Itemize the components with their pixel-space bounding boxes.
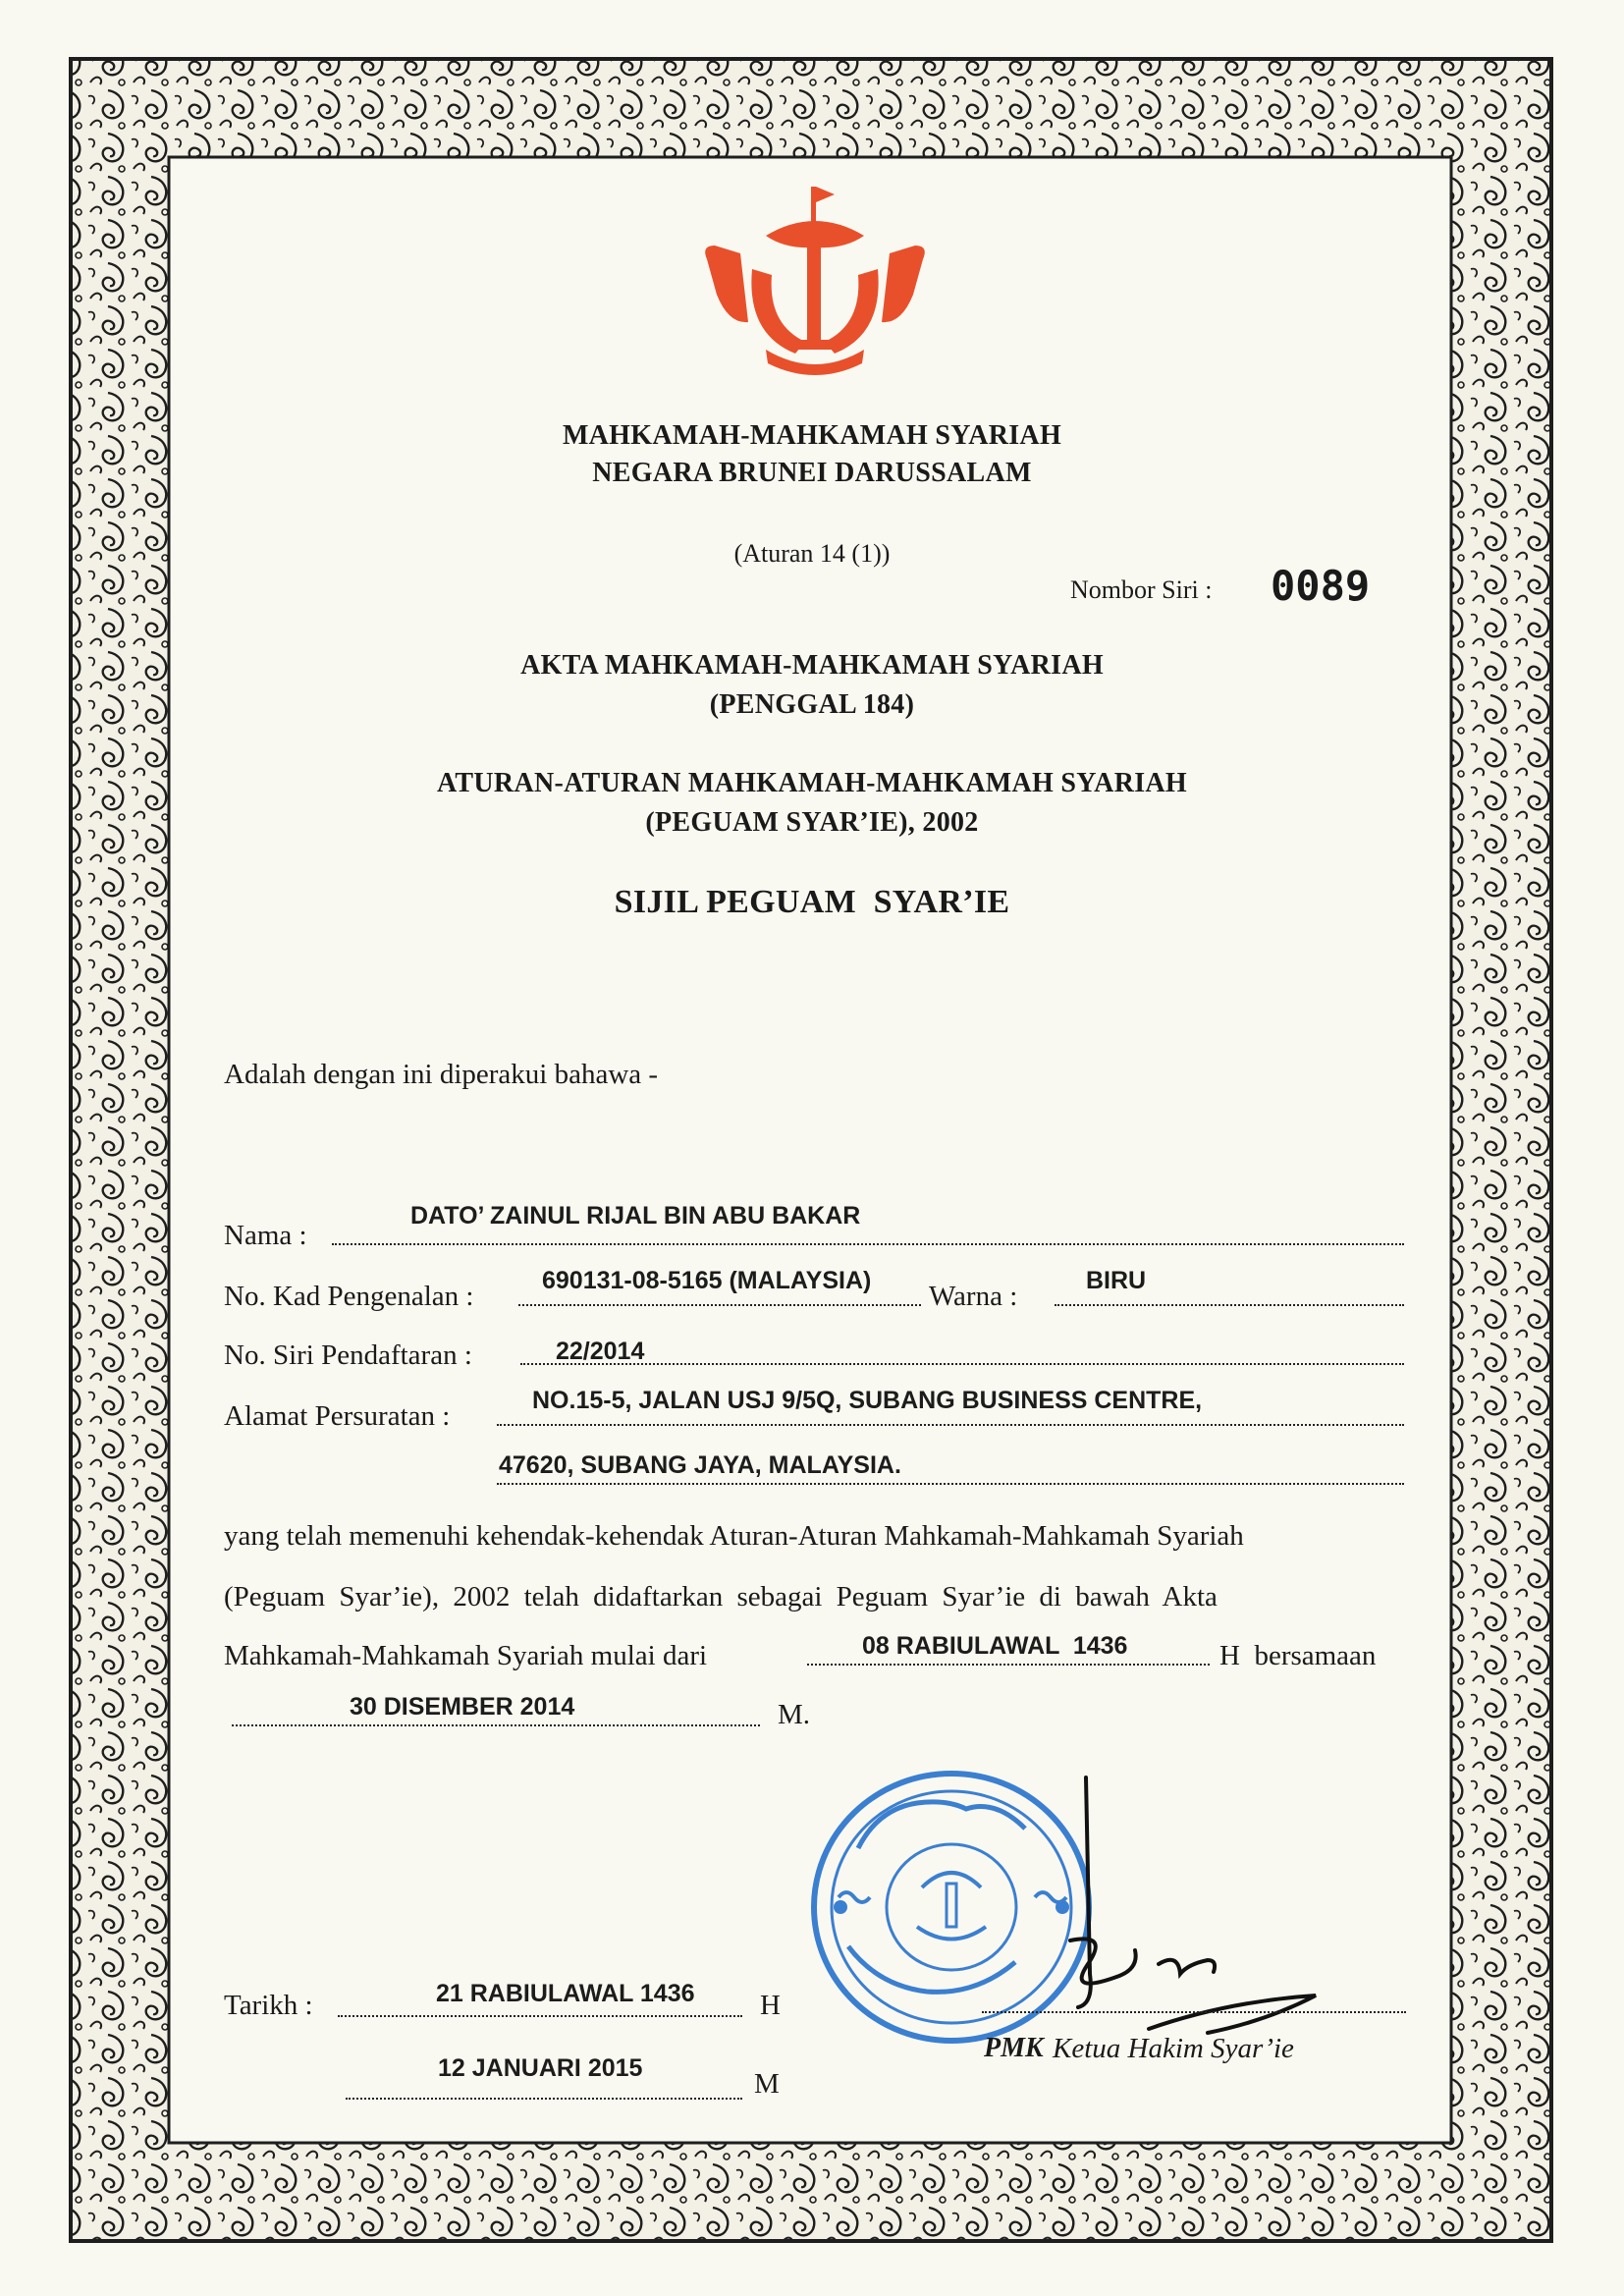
registration-dotted-line — [520, 1363, 1404, 1365]
date-hijri: 21 RABIULAWAL 1436 — [436, 1980, 695, 2007]
intro-text: Adalah dengan ini diperakui bahawa - — [224, 1059, 659, 1090]
h-suffix: H — [760, 1990, 781, 2021]
act-title-line2: (PENGGAL 184) — [709, 689, 915, 720]
color-value: BIRU — [1086, 1267, 1147, 1294]
court-name-line1: MAHKAMAH-MAHKAMAH SYARIAH — [562, 420, 1062, 451]
m-suffix-footer: M — [754, 2068, 780, 2100]
date-gregorian-dotted-line — [346, 2098, 742, 2100]
ic-dotted-line — [518, 1304, 921, 1306]
h-bersamaan-text: H bersamaan — [1219, 1640, 1377, 1671]
start-date-gregorian: 30 DISEMBER 2014 — [350, 1693, 575, 1721]
serial-label: Nombor Siri : — [1070, 575, 1213, 604]
signature — [972, 1768, 1345, 2072]
paragraph-line-1: yang telah memenuhi kehendak-kehendak Aturan-Aturan Mahkamah-Mahkamah Syariah — [224, 1520, 1244, 1552]
address-dotted-line-1 — [497, 1424, 1404, 1426]
signatory-title: Ketua Hakim Syar’ie — [1053, 2033, 1294, 2064]
act-title-line1: AKTA MAHKAMAH-MAHKAMAH SYARIAH — [520, 650, 1104, 681]
rules-title-line2: (PEGUAM SYAR’IE), 2002 — [645, 807, 979, 838]
certificate-title: SIJIL PEGUAM SYAR’IE — [614, 884, 1010, 920]
serial-number: 0089 — [1271, 562, 1371, 610]
m-suffix: M. — [778, 1699, 811, 1730]
start-hijri-dotted-line — [807, 1664, 1210, 1666]
color-dotted-line — [1055, 1304, 1404, 1306]
address-label: Alamat Persuratan : — [224, 1400, 451, 1432]
signature-dotted-line — [982, 2011, 1406, 2013]
ic-value: 690131-08-5165 (MALAYSIA) — [542, 1267, 872, 1294]
registration-value: 22/2014 — [556, 1338, 645, 1365]
date-hijri-dotted-line — [338, 2015, 742, 2017]
address-line-1: NO.15-5, JALAN USJ 9/5Q, SUBANG BUSINESS CENTRE, — [532, 1387, 1203, 1414]
signatory-prefix: PMK — [984, 2033, 1044, 2063]
name-dotted-line — [332, 1243, 1404, 1245]
ic-label: No. Kad Pengenalan : — [224, 1281, 474, 1312]
paragraph-line-2: (Peguam Syar’ie), 2002 telah didaftarkan sebagai Peguam Syar’ie di bawah Akta — [224, 1581, 1218, 1613]
court-name-line2: NEGARA BRUNEI DARUSSALAM — [592, 458, 1032, 488]
date-gregorian: 12 JANUARI 2015 — [438, 2054, 643, 2082]
registration-label: No. Siri Pendaftaran : — [224, 1339, 472, 1371]
date-label: Tarikh : — [224, 1990, 313, 2021]
brunei-crest-emblem — [687, 177, 943, 393]
name-value: DATO’ ZAINUL RIJAL BIN ABU BAKAR — [410, 1202, 861, 1230]
rule-reference: (Aturan 14 (1)) — [733, 539, 891, 568]
name-label: Nama : — [224, 1220, 307, 1251]
paragraph-line-3: Mahkamah-Mahkamah Syariah mulai dari — [224, 1640, 708, 1671]
start-gregorian-dotted-line — [232, 1724, 760, 1726]
rules-title-line1: ATURAN-ATURAN MAHKAMAH-MAHKAMAH SYARIAH — [436, 768, 1188, 798]
color-label: Warna : — [929, 1281, 1018, 1312]
start-date-hijri: 08 RABIULAWAL 1436 — [862, 1632, 1128, 1660]
address-dotted-line-2 — [497, 1483, 1404, 1485]
address-line-2: 47620, SUBANG JAYA, MALAYSIA. — [499, 1451, 901, 1479]
